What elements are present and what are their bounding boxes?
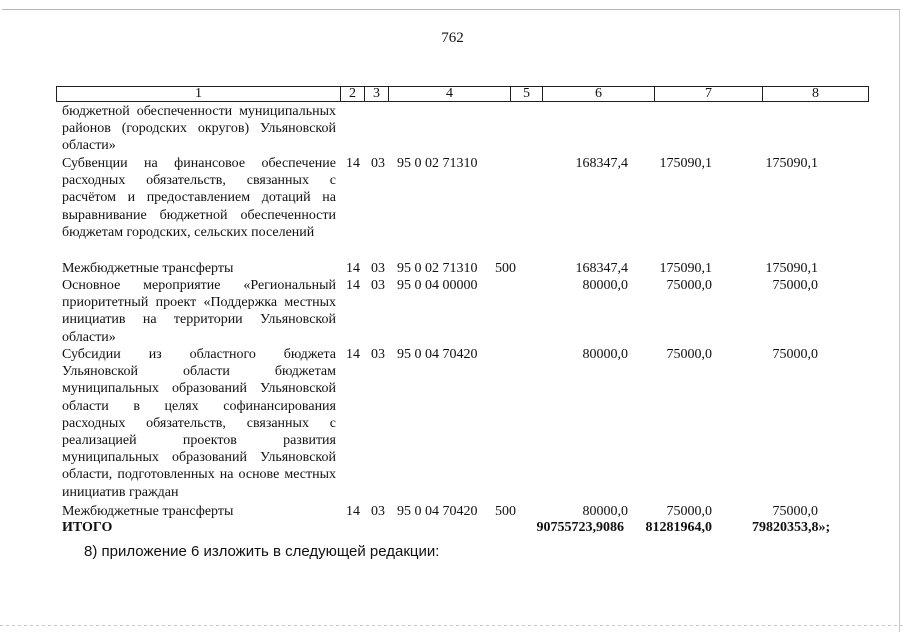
column-header-1: 1	[57, 87, 341, 102]
row-value-col8: 75000,0	[772, 504, 818, 519]
total-value-col7: 81281964,0	[645, 520, 712, 535]
row-subsection: 03	[371, 504, 385, 519]
row-description: бюджетной обеспеченности муниципальных районов (городских округов) Ульяновской области»	[62, 104, 336, 154]
row-expense-type: 500	[495, 261, 516, 276]
column-header-6: 6	[543, 87, 655, 102]
column-header-5: 5	[511, 87, 543, 102]
row-value-col6: 168347,4	[575, 156, 628, 171]
row-subsection: 03	[371, 347, 385, 362]
row-value-col7: 175090,1	[659, 261, 712, 276]
page-number: 762	[441, 30, 464, 46]
row-description: Межбюджетные трансферты	[62, 261, 234, 276]
row-value-col6: 80000,0	[582, 347, 628, 362]
row-target-article: 95 0 04 70420	[397, 504, 478, 519]
row-target-article: 95 0 04 70420	[397, 347, 478, 362]
row-target-article: 95 0 02 71310	[397, 156, 478, 171]
row-value-col8: 75000,0	[772, 278, 818, 293]
row-section: 14	[346, 347, 360, 362]
amendment-note: 8) приложение 6 изложить в следующей редакции:	[84, 543, 440, 560]
row-value-col6: 80000,0	[582, 504, 628, 519]
row-value-col8: 175090,1	[765, 156, 818, 171]
row-section: 14	[346, 278, 360, 293]
total-value-col6: 90755723,9086	[536, 520, 624, 535]
row-section: 14	[346, 261, 360, 276]
row-value-col7: 75000,0	[666, 504, 712, 519]
row-description: Основное мероприятие «Региональный приоритетный проект «Поддержка местных инициатив на территории Ульяновской области»	[62, 278, 336, 345]
row-value-col6: 168347,4	[575, 261, 628, 276]
row-subsection: 03	[371, 278, 385, 293]
column-header-7: 7	[655, 87, 763, 102]
column-header-8: 8	[763, 87, 869, 102]
total-value-col8: 79820353,8»;	[752, 520, 831, 535]
row-target-article: 95 0 04 00000	[397, 278, 478, 293]
row-expense-type: 500	[495, 504, 516, 519]
row-value-col7: 175090,1	[659, 156, 712, 171]
row-value-col6: 80000,0	[582, 278, 628, 293]
row-section: 14	[346, 504, 360, 519]
row-subsection: 03	[371, 156, 385, 171]
row-description: Субвенции на финансовое обеспечение расходных обязательств, связанных с расчётом и предоставлением дотаций на выравнивание бюджетной обеспеченности бюджетам городских, сельских поселений	[62, 156, 336, 240]
row-value-col8: 175090,1	[765, 261, 818, 276]
row-value-col7: 75000,0	[666, 347, 712, 362]
column-header-2: 2	[341, 87, 365, 102]
row-description: Субсидии из областного бюджета Ульяновской области бюджетам муниципальных образований Ульяновской области в целях софинансирования расходных обязательств, связанных с реализацией проектов развития муниципальных образований Ульяновской области, подготовленных на основе местных инициатив граждан	[62, 347, 336, 500]
row-subsection: 03	[371, 261, 385, 276]
row-value-col8: 75000,0	[772, 347, 818, 362]
row-target-article: 95 0 02 71310	[397, 261, 478, 276]
column-header-table	[56, 86, 869, 102]
total-label: ИТОГО	[62, 520, 113, 535]
column-header-3: 3	[365, 87, 389, 102]
row-description: Межбюджетные трансферты	[62, 504, 234, 519]
row-value-col7: 75000,0	[666, 278, 712, 293]
scan-edge-line	[0, 625, 905, 626]
row-section: 14	[346, 156, 360, 171]
column-header-4: 4	[389, 87, 511, 102]
